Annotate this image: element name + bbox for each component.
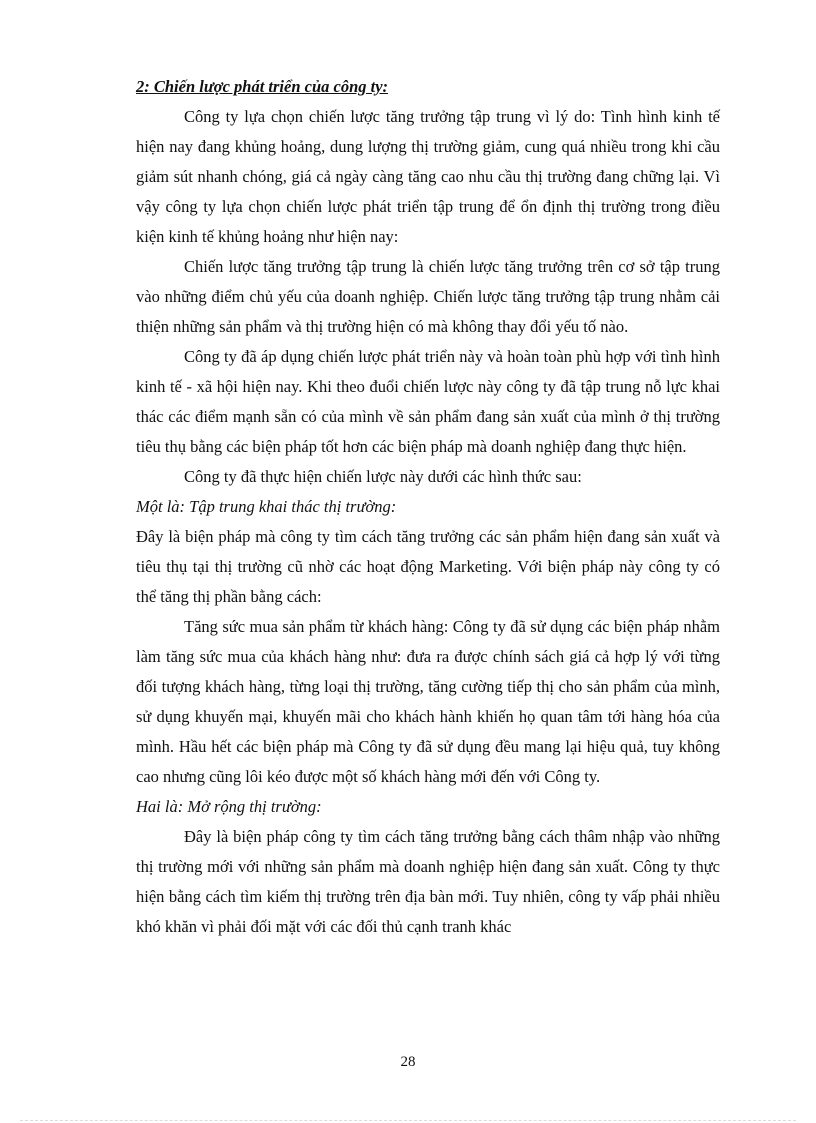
subsection-two-body: Đây là biện pháp công ty tìm cách tăng trưởng bằng cách thâm nhập vào những thị trường mới với những sản phẩm mà doanh nghiệp hiện đang sản xuất. Công ty thực hiện bằng cách tìm kiếm thị trường trên địa bàn mới. Tuy nhiên, công ty vấp phải nhiều khó khăn vì phải đối mặt với các đối thủ cạnh tranh khác bbox=[136, 827, 720, 936]
subsection-title-two: Hai là: Mở rộng thị trường: bbox=[136, 797, 322, 816]
subsection-title-one: Một là: Tập trung khai thác thị trường: bbox=[136, 497, 397, 516]
section-heading: 2: Chiến lược phát triển của công ty: bbox=[136, 77, 389, 96]
paragraph-4: Công ty đã thực hiện chiến lược này dưới các hình thức sau: bbox=[184, 467, 582, 486]
paragraph-2: Chiến lược tăng trưởng tập trung là chiến lược tăng trưởng trên cơ sở tập trung vào những điểm chủ yếu của doanh nghiệp. Chiến lược tăng trưởng tập trung nhằm cải thiện những sản phẩm và thị trường hiện có mà không thay đổi yếu tố nào. bbox=[136, 257, 720, 336]
subsection-one-body: Tăng sức mua sản phẩm từ khách hàng: Công ty đã sử dụng các biện pháp nhằm làm tăng sức mua của khách hàng như: đưa ra được chính sách giá cả hợp lý với từng đối tượng khách hàng, từng loại thị trường, tăng cường tiếp thị cho sản phẩm của mình, sử dụng khuyến mại, khuyến mãi cho khách hành khiến họ quan tâm tới hàng hóa của mình. Hầu hết các biện pháp mà Công ty đã sử dụng đều mang lại hiệu quả, tuy không cao nhưng cũng lôi kéo được một số khách hàng mới đến với Công ty. bbox=[136, 617, 720, 786]
paragraph-3: Công ty đã áp dụng chiến lược phát triển này và hoàn toàn phù hợp với tình hình kinh tế - xã hội hiện nay. Khi theo đuổi chiến lược này công ty đã tập trung nỗ lực khai thác các điểm mạnh sẵn có của mình về sản phẩm đang sản xuất của mình ở thị trường tiêu thụ bằng các biện pháp tốt hơn các biện pháp mà doanh nghiệp đang thực hiện. bbox=[136, 347, 720, 456]
page-number: 28 bbox=[400, 1054, 416, 1070]
paragraph-1: Công ty lựa chọn chiến lược tăng trưởng tập trung vì lý do: Tình hình kinh tế hiện nay đang khủng hoảng, dung lượng thị trường giảm, cung quá nhiều trong khi cầu giảm sút nhanh chóng, giá cả ngày càng tăng cao nhu cầu thị trường đang chững lại. Vì vậy công ty lựa chọn chiến lược phát triển tập trung để ổn định thị trường trong điều kiện kinh tế khủng hoảng như hiện nay: bbox=[136, 107, 720, 246]
page-content bbox=[136, 72, 720, 942]
subsection-one-intro: Đây là biện pháp mà công ty tìm cách tăng trưởng các sản phẩm hiện đang sản xuất và tiêu thụ tại thị trường cũ nhờ các hoạt động Marketing. Với biện pháp này công ty có thể tăng thị phần bằng cách: bbox=[136, 527, 720, 606]
page-bottom-rule bbox=[20, 1120, 796, 1121]
